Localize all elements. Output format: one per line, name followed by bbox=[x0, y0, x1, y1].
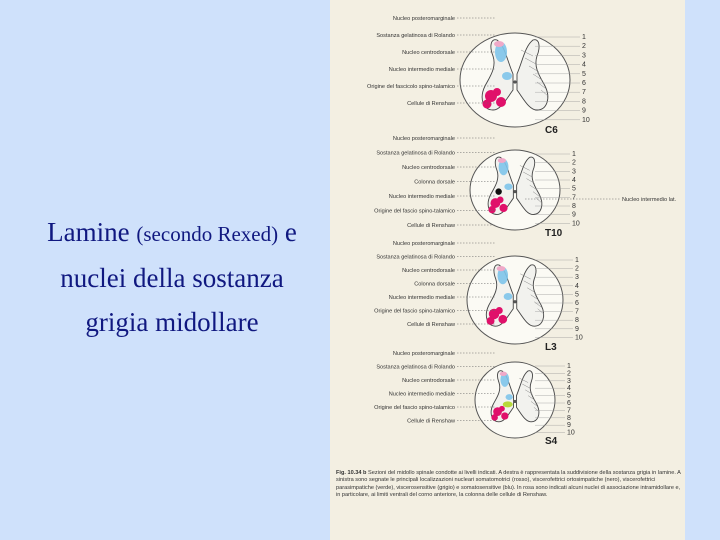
segment-label: L3 bbox=[545, 342, 557, 353]
lamina-number: 8 bbox=[567, 414, 571, 422]
figure-caption bbox=[336, 470, 681, 500]
nucleus-label: Colonna dorsale bbox=[414, 281, 455, 288]
nucleus-label: Nucleo intermedio mediale bbox=[388, 67, 455, 73]
nucleus-label: Nucleo intermedio mediale bbox=[388, 295, 455, 301]
nucleus-label: Nucleo intermedio mediale bbox=[388, 194, 455, 200]
nucleus-label: Nucleo posteromarginale bbox=[392, 136, 455, 142]
lamina-number: 9 bbox=[567, 422, 571, 430]
lamina-number: 7 bbox=[582, 89, 586, 97]
lamina-number: 6 bbox=[567, 400, 571, 407]
lamina-number: 8 bbox=[572, 203, 576, 210]
lamina-number: 10 bbox=[567, 429, 575, 437]
nucleus-label: Cellule di Renshaw bbox=[407, 101, 455, 107]
right-nucleus-label: Nucleo intermedio lat. bbox=[622, 197, 677, 203]
lamina-number: 3 bbox=[575, 274, 579, 282]
somatomotor-nucleus bbox=[501, 412, 508, 419]
somatomotor-nucleus bbox=[499, 204, 507, 212]
lamina-number: 4 bbox=[567, 385, 571, 393]
lamina-number: 4 bbox=[575, 282, 579, 290]
slide-title bbox=[14, 210, 330, 344]
nucleus-label: Colonna dorsale bbox=[414, 179, 455, 186]
white-matter bbox=[470, 150, 560, 230]
somatomotor-nucleus bbox=[483, 100, 492, 109]
dorsal-column-nucleus bbox=[502, 72, 512, 80]
title-line-3: grigia midollare bbox=[85, 307, 259, 337]
nucleus-label: Nucleo posteromarginale bbox=[392, 351, 455, 357]
nucleus-label: Cellule di Renshaw bbox=[407, 223, 455, 229]
lamina-number: 7 bbox=[572, 194, 576, 202]
lamina-number: 9 bbox=[575, 325, 579, 333]
section-s4 bbox=[374, 351, 575, 447]
section-t10 bbox=[374, 136, 676, 239]
nucleus-label: Nucleo intermedio mediale bbox=[388, 391, 455, 398]
lamina-number: 4 bbox=[572, 177, 576, 184]
nucleus-label: Sostanza gelatinosa di Rolando bbox=[376, 33, 455, 39]
lamina-number: 10 bbox=[582, 116, 590, 124]
somatomotor-nucleus bbox=[493, 88, 501, 96]
dorsal-column-nucleus bbox=[504, 183, 512, 190]
section-l3 bbox=[374, 241, 583, 353]
somatomotor-nucleus bbox=[498, 315, 507, 324]
lamina-number: 7 bbox=[575, 308, 579, 316]
somatomotor-nucleus bbox=[496, 307, 503, 314]
central-canal bbox=[513, 300, 516, 303]
title-line-1 bbox=[14, 210, 330, 256]
association-nucleus bbox=[500, 372, 507, 376]
lamina-number: 3 bbox=[567, 377, 571, 385]
lamina-number: 6 bbox=[575, 300, 579, 307]
lamina-number: 3 bbox=[572, 168, 576, 176]
nucleus-label: Sostanza gelatinosa di Rolando bbox=[376, 254, 455, 261]
caption-text: Sezioni del midollo spinale condotte ai livelli indicati. A destra è rappresentata la suddivisione della sostanza grigia in lamine. A sinistra sono segnate le principali localizzazioni nucleari somatomotrici (rosso), viscerofettrici ortosimpatiche (nero), viscerofettrici parasimpatiche (verde), viscerosensitive (grigio) e somatosensitive (blu). In rosa sono indicati alcuni nuclei di associazione intramidollare e, in particolare, ai limiti ventrali del corno anteriore, la colonna delle cellule di Renshaw. bbox=[336, 470, 681, 499]
nucleus-label: Nucleo centrodorsale bbox=[402, 268, 455, 274]
lamina-number: 6 bbox=[582, 80, 586, 87]
lamina-number: 10 bbox=[575, 334, 583, 342]
title-line-2: nuclei della sostanza bbox=[60, 263, 284, 293]
nucleus-label: Nucleo centrodorsale bbox=[402, 165, 455, 171]
section-c6 bbox=[367, 16, 590, 136]
lamina-number: 7 bbox=[567, 407, 571, 415]
title-conjunction: e bbox=[284, 217, 297, 247]
nucleus-label: Sostanza gelatinosa di Rolando bbox=[376, 364, 455, 371]
segment-label: C6 bbox=[545, 125, 558, 136]
lamina-number: 2 bbox=[572, 159, 576, 167]
somatomotor-nucleus bbox=[497, 197, 504, 204]
dorsal-column-nucleus bbox=[506, 394, 513, 400]
association-nucleus bbox=[494, 41, 504, 47]
somatomotor-nucleus bbox=[499, 406, 505, 412]
nucleus-label: Nucleo posteromarginale bbox=[392, 241, 455, 247]
central-canal bbox=[513, 400, 516, 403]
figure-number: Fig. 10.34 b bbox=[336, 470, 367, 476]
somatomotor-nucleus bbox=[491, 414, 498, 421]
lamina-number: 5 bbox=[575, 291, 579, 299]
nucleus-label: Nucleo centrodorsale bbox=[402, 378, 455, 384]
nucleus-label: Nucleo posteromarginale bbox=[392, 16, 455, 22]
association-nucleus bbox=[497, 266, 506, 271]
lamina-number: 8 bbox=[582, 98, 586, 106]
title-parenthetical: (secondo Rexed) bbox=[136, 222, 279, 246]
nucleus-label: Origine del fascio spino-talamico bbox=[374, 308, 455, 315]
parasympathetic-nucleus bbox=[503, 401, 513, 407]
central-canal bbox=[513, 190, 516, 193]
white-matter bbox=[460, 33, 570, 127]
lamina-number: 1 bbox=[567, 363, 571, 370]
segment-label: T10 bbox=[545, 228, 563, 239]
association-nucleus bbox=[498, 158, 506, 163]
somatomotor-nucleus bbox=[488, 206, 495, 213]
nucleus-label: Nucleo centrodorsale bbox=[402, 50, 455, 56]
white-matter bbox=[467, 256, 563, 344]
lamina-number: 1 bbox=[582, 34, 586, 41]
lamina-number: 9 bbox=[572, 211, 576, 219]
lamina-number: 1 bbox=[572, 151, 576, 158]
lamina-number: 4 bbox=[582, 61, 586, 69]
lamina-number: 5 bbox=[572, 185, 576, 193]
lamina-number: 2 bbox=[575, 265, 579, 273]
spinal-cord-figure bbox=[330, 0, 685, 540]
title-main-word: Lamine bbox=[47, 217, 130, 247]
spinal-cord-sections-diagram bbox=[330, 0, 685, 540]
lamina-number: 5 bbox=[567, 392, 571, 400]
somatomotor-nucleus bbox=[487, 317, 495, 325]
lamina-number: 8 bbox=[575, 317, 579, 325]
lamina-number: 1 bbox=[575, 257, 579, 264]
central-canal bbox=[513, 80, 516, 83]
lamina-number: 10 bbox=[572, 220, 580, 228]
somatomotor-nucleus bbox=[496, 97, 506, 107]
nucleus-label: Origine del fascicolo spino-talamico bbox=[367, 84, 455, 90]
nucleus-label: Cellule di Renshaw bbox=[407, 322, 455, 328]
orthosympathetic-nucleus bbox=[495, 188, 501, 194]
nucleus-label: Cellule di Renshaw bbox=[407, 418, 455, 425]
nucleus-label: Origine del fascio spino-talamico bbox=[374, 208, 455, 215]
lamina-number: 9 bbox=[582, 107, 586, 115]
lamina-number: 5 bbox=[582, 70, 586, 78]
dorsal-column-nucleus bbox=[504, 293, 513, 300]
lamina-number: 2 bbox=[567, 370, 571, 378]
segment-label: S4 bbox=[545, 436, 558, 447]
nucleus-label: Origine del fascio spino-talamico bbox=[374, 405, 455, 411]
nucleus-label: Sostanza gelatinosa di Rolando bbox=[376, 150, 455, 157]
lamina-number: 2 bbox=[582, 43, 586, 51]
lamina-number: 3 bbox=[582, 52, 586, 60]
